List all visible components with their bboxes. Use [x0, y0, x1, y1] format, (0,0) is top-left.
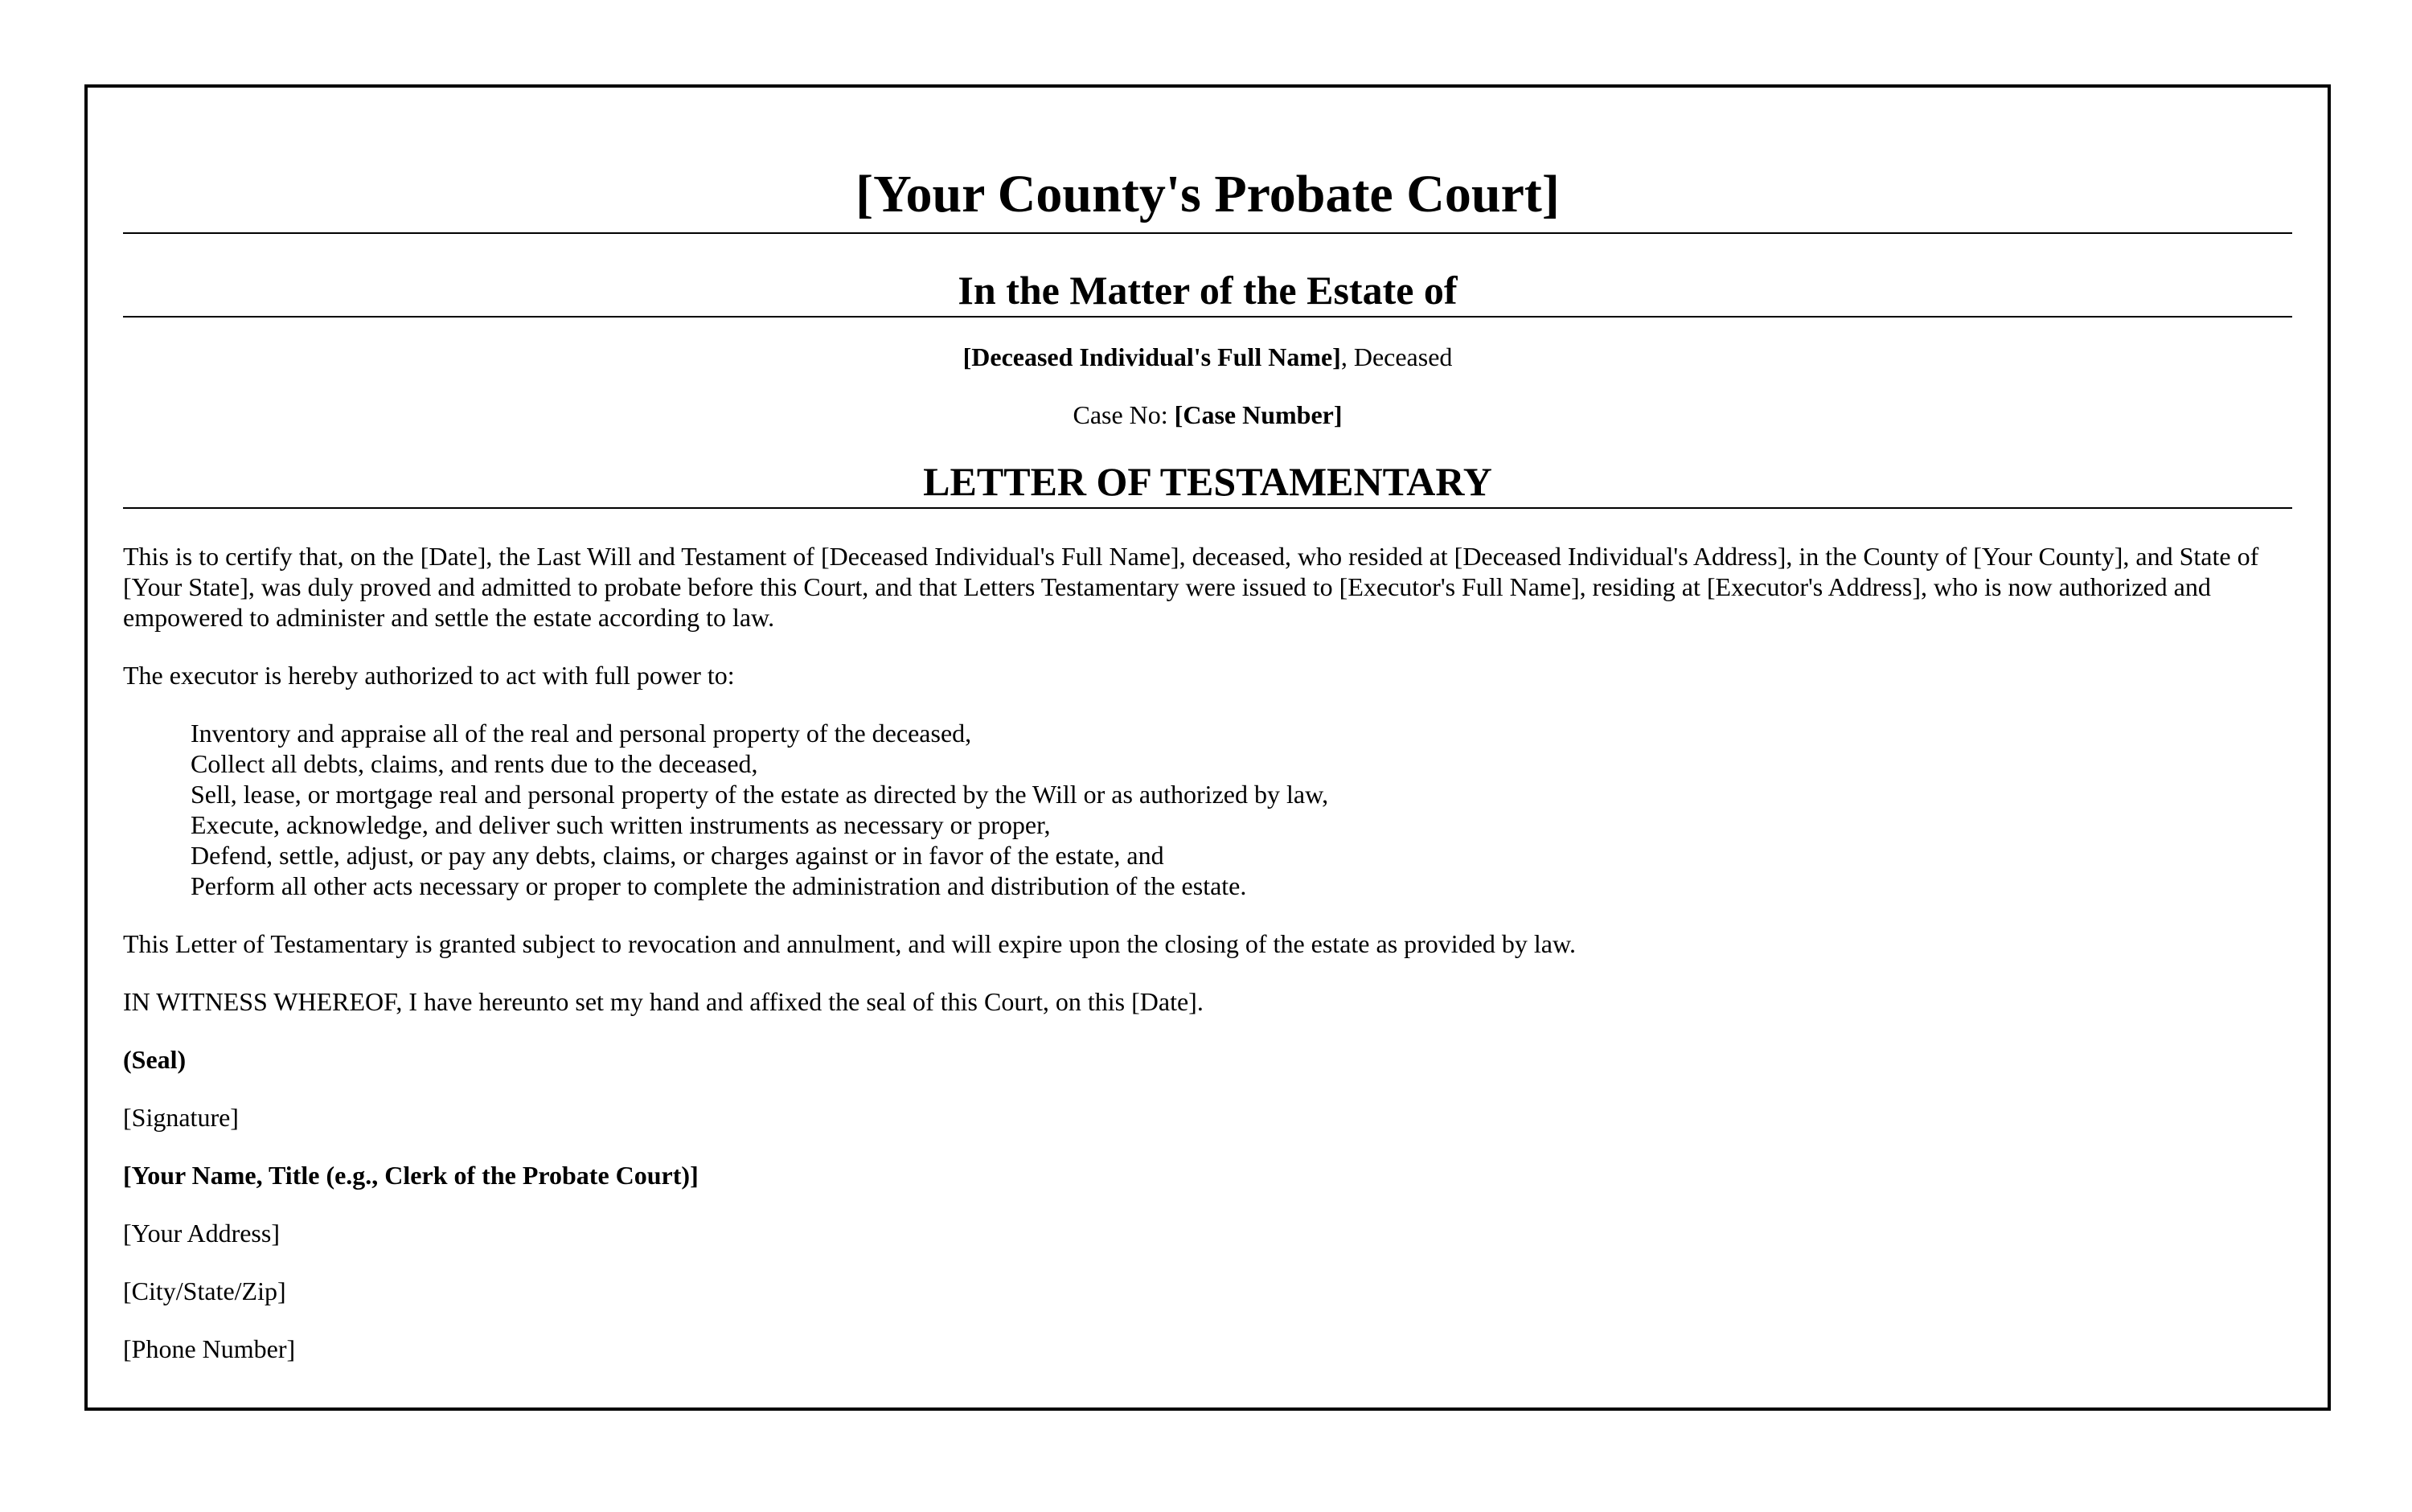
letter-title: LETTER OF TESTAMENTARY	[123, 456, 2292, 509]
address-line: [Your Address]	[123, 1219, 280, 1248]
witness-paragraph: IN WITNESS WHEREOF, I have hereunto set my hand and affixed the seal of this Court, on this [Date].	[123, 987, 1204, 1016]
city-state-zip-line: [City/State/Zip]	[123, 1276, 286, 1305]
powers-list	[123, 718, 2292, 901]
list-item: Defend, settle, adjust, or pay any debts, claims, or charges against or in favor of the estate, and	[191, 841, 1164, 870]
deceased-suffix: , Deceased	[1340, 342, 1453, 371]
signature-placeholder: [Signature]	[123, 1103, 239, 1132]
list-item: Perform all other acts necessary or proper to complete the administration and distribution of the estate.	[191, 871, 1247, 900]
court-title: [Your County's Probate Court]	[123, 158, 2292, 234]
seal-label	[123, 1044, 2292, 1075]
matter-heading: In the Matter of the Estate of	[123, 264, 2292, 318]
powers-intro: The executor is hereby authorized to act with full power to:	[123, 661, 735, 690]
list-item: Execute, acknowledge, and deliver such written instruments as necessary or proper,	[191, 810, 1051, 839]
list-item: Collect all debts, claims, and rents due to the deceased,	[191, 749, 758, 778]
deceased-name: [Deceased Individual's Full Name]	[962, 342, 1341, 371]
signer-name-title: [Your Name, Title (e.g., Clerk of the Probate Court)]	[123, 1161, 699, 1190]
case-label: Case No:	[1073, 400, 1175, 429]
list-item: Inventory and appraise all of the real and personal property of the deceased,	[191, 719, 972, 748]
deceased-line	[123, 342, 2292, 372]
certification-paragraph: This is to certify that, on the [Date], the Last Will and Testament of [Deceased Individual's Full Name], deceased, who resided at [Deceased Individual's Address], in the County of [Your County], and State of [Your State], was duly proved and admitted to probate before this Court, and that Letters Testamentary were issued to [Executor's Full Name], residing at [Executor's Address], who is now authorized and empowered to administer and settle the estate according to law.	[123, 542, 2259, 632]
seal-text: (Seal)	[123, 1045, 187, 1074]
case-line	[123, 400, 2292, 430]
phone-line: [Phone Number]	[123, 1334, 296, 1363]
document-page	[84, 84, 2331, 1411]
signer-line	[123, 1160, 2292, 1190]
list-item: Sell, lease, or mortgage real and personal property of the estate as directed by the Will or as authorized by law,	[191, 780, 1329, 809]
case-number: [Case Number]	[1174, 400, 1343, 429]
revocation-paragraph: This Letter of Testamentary is granted subject to revocation and annulment, and will expire upon the closing of the estate as provided by law.	[123, 929, 1577, 958]
